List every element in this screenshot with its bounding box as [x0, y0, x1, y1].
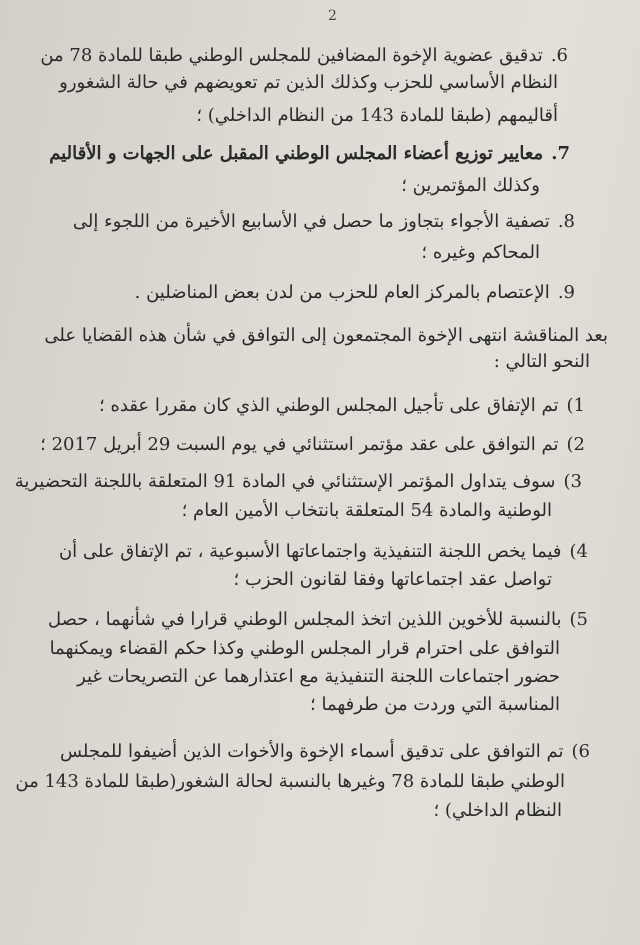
agenda-item-7-line-1: 7.معايير توزيع أعضاء المجلس الوطني المقبل على الجهات و الأقاليم [49, 143, 570, 164]
decision-5-line-3: حضور اجتماعات اللجنة التنفيذية مع اعتذارهما عن التصريحات غير [77, 666, 560, 687]
agenda-item-6-marker: 6. [550, 45, 568, 66]
decision-4-line-1: 4)فيما يخص اللجنة التنفيذية واجتماعاتها الأسبوعية ، تم الإتفاق على أن [58, 541, 588, 562]
decision-5-line-2: التوافق على احترام قرار المجلس الوطني وكذا حكم القضاء ويمكنهما [49, 638, 560, 659]
decision-5-line-4: المناسبة التي وردت من طرفهما ؛ [310, 694, 560, 715]
agenda-item-7-line-2: وكذلك المؤتمرين ؛ [401, 175, 540, 196]
decision-4-marker: 4) [569, 541, 588, 562]
decision-5-marker: 5) [569, 609, 588, 630]
decision-6-line-1: 6)تم التوافق على تدقيق أسماء الإخوة والأخوات الذين أضيفوا للمجلس [59, 741, 590, 762]
agenda-item-6-line-3: أقاليمهم (طبقا للمادة 143 من النظام الداخلي) ؛ [196, 105, 558, 126]
decision-1-marker: 1) [566, 395, 585, 416]
decision-6-line-2: الوطني طبقا للمادة 78 وغيرها بالنسبة لحالة الشغور(طبقا للمادة 143 من [15, 771, 565, 792]
decision-2-line-1: 2)تم التوافق على عقد مؤتمر استثنائي في يوم السبت 29 أبريل 2017 ؛ [40, 434, 585, 455]
agenda-item-6-line-1: 6.تدقيق عضوية الإخوة المضافين للمجلس الوطني طبقا للمادة 78 من [40, 45, 568, 66]
agenda-item-7-marker: 7. [551, 143, 570, 164]
agenda-item-6-line-2: النظام الأساسي للحزب وكذلك الذين تم تعويضهم في حالة الشغورو [59, 72, 558, 93]
intro-line-2: النحو التالي : [493, 351, 590, 372]
page-number: 2 [328, 8, 337, 24]
decision-1-line-1: 1)تم الإتفاق على تأجيل المجلس الوطني الذي كان مقررا عقده ؛ [99, 395, 585, 416]
decision-3-line-1: 3)سوف يتداول المؤتمر الإستثنائي في المادة 91 المتعلقة باللجنة التحضيرية [14, 471, 582, 492]
decision-6-marker: 6) [571, 741, 590, 762]
agenda-item-9-marker: 9. [557, 282, 575, 303]
agenda-item-8-line-2: المحاكم وغيره ؛ [421, 242, 540, 263]
decision-3-line-2: الوطنية والمادة 54 المتعلقة بانتخاب الأمين العام ؛ [181, 500, 552, 521]
decision-6-line-3: النظام الداخلي) ؛ [433, 800, 562, 821]
agenda-item-8-line-1: 8.تصفية الأجواء بتجاوز ما حصل في الأسابيع الأخيرة من اللجوء إلى [72, 211, 575, 232]
agenda-item-9-line-1: 9.الإعتصام بالمركز العام للحزب من لدن بعض المناضلين . [134, 282, 575, 303]
intro-line-1: بعد المناقشة انتهى الإخوة المجتمعون إلى التوافق في شأن هذه القضايا على [44, 325, 608, 346]
decision-4-line-2: تواصل عقد اجتماعاتها وفقا لقانون الحزب ؛ [233, 569, 552, 590]
decision-3-marker: 3) [563, 471, 582, 492]
agenda-item-8-marker: 8. [557, 211, 575, 232]
decision-5-line-1: 5)بالنسبة للأخوين اللذين اتخذ المجلس الوطني قرارا في شأنهما ، حصل [47, 609, 588, 630]
decision-2-marker: 2) [566, 434, 585, 455]
